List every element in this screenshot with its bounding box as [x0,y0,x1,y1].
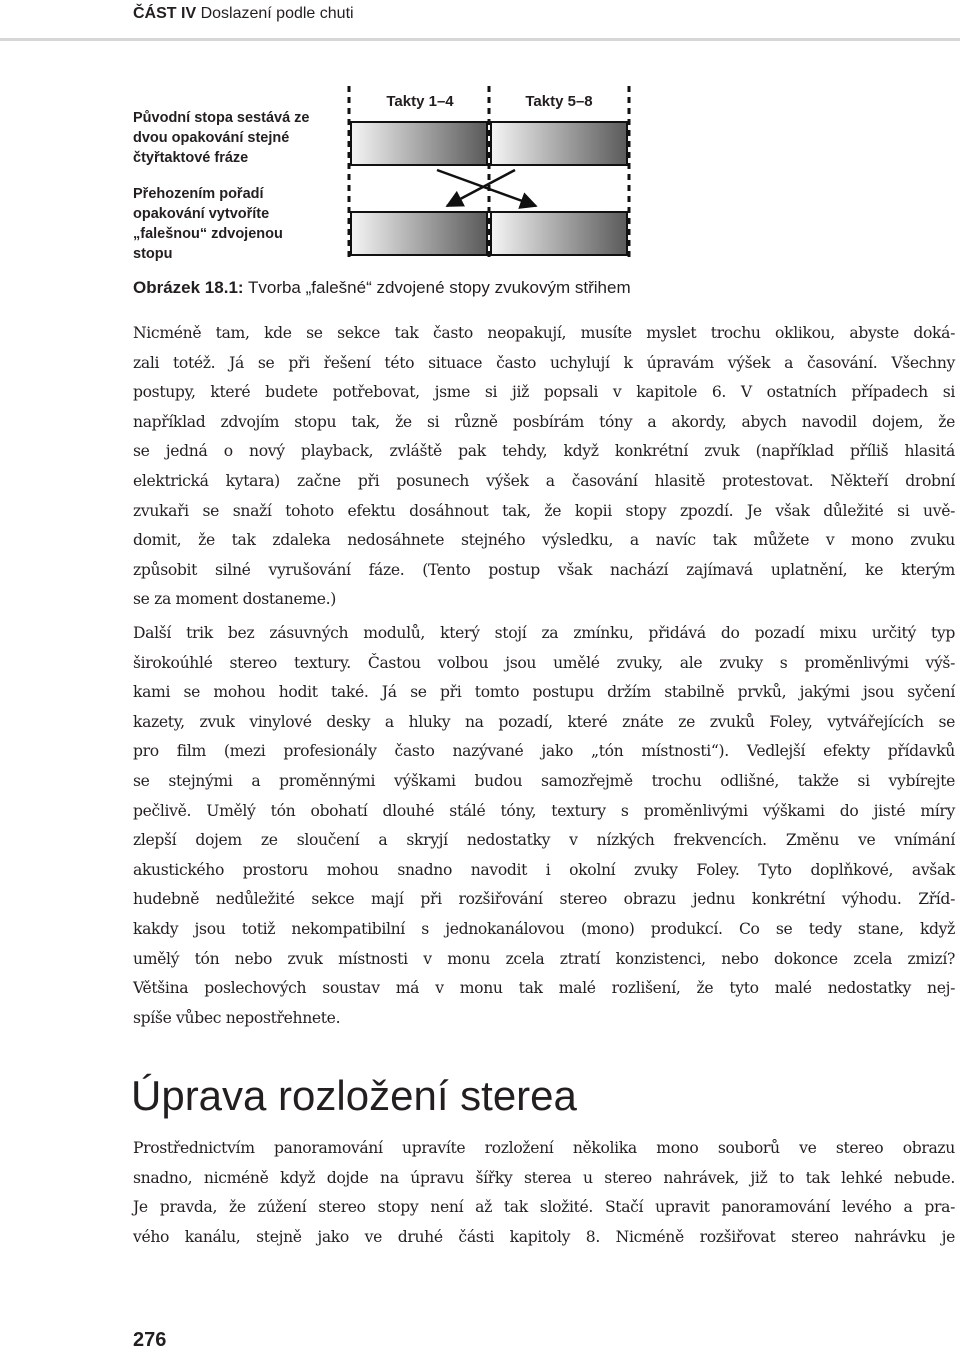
column-label-left: Takty 1–4 [386,93,454,110]
text-line: umělý tón nebo zvuk místnosti v monu zcela ztratí konzistenci, nebo dokonce zcela zmizí? [133,949,955,968]
text-line: se stejnými a proměnnými výškami budou samozřejmě trochu odlišné, takže si vybírejte [133,771,955,790]
text-line: zvukaři se snaží tohoto efektu dosáhnout tak, že kopii stopy zpozdí. Je však důležité si uvě- [133,501,955,520]
figure-label-line: čtyřtaktové fráze [133,150,249,166]
text-line: domit, že tak zdaleka nedosáhnete stejného výsledku, a navíc tak můžete v mono zvuku [133,531,955,550]
figure-label-line: Přehozením pořadí [133,186,264,202]
text-line: snadno, nicméně když dojde na úpravu šířky sterea u stereo nahrávek, již to tak lehké nebude. [133,1168,955,1187]
text-line: zlepší dojem ze sloučení a skryjí nedostatky v nízkých frekvencích. Změnu ve vnímání [133,831,955,850]
caption-text: Tvorba „falešné“ zdvojené stopy zvukovým střihem [243,278,631,297]
paragraph-2 [133,619,955,1033]
text-line: se za moment dostaneme.) [133,590,336,609]
text-line: širokoúhlé stereo textury. Častou volbou jsou umělé zvuky, ale zvuky s proměnlivými výš- [133,653,955,672]
text-line: například zdvojím stopu tak, že si různě posbírám tóny a akordy, abych navodil dojem, že [133,412,955,431]
text-line: kazety, zvuk vinylové desky a hluky na pozadí, které znáte ze zvuků Foley, vytvářejících se [133,712,955,731]
text-line: způsobit silné vyrušování fáze. (Tento postup však nachází zajímavá uplatnění, ke kterým [133,560,955,579]
paragraph-3 [133,1134,955,1252]
running-header [133,4,354,24]
paragraph-1 [133,319,955,615]
text-line: akustického prostoru mohou snadno navodit i okolní zvuky Foley. Tyto doplňkové, avšak [133,860,955,879]
section-heading: Úprava rozložení sterea [131,1072,577,1119]
figure-label-line: Původní stopa sestává ze [133,110,310,126]
column-label-right: Takty 5–8 [525,93,593,110]
track-swap-diagram [340,82,640,267]
swapped-block-right [491,212,627,255]
text-line: Je pravda, že zúžení stereo stopy není až tak složité. Stačí upravit panoramování levého a pra- [133,1198,955,1217]
figure-label-line: „falešnou“ zdvojenou [133,226,283,242]
figure-label-line: stopu [133,246,173,262]
text-line: Většina poslechových soustav má v monu tak malé rozlišení, že tyto malé nedostatky nej- [133,979,955,998]
swapped-block-left [351,212,487,255]
swap-arrows [437,170,536,206]
text-line: elektrická kytara) začne při posunech výšek a časování hlasitě protestovat. Někteří drobní [133,471,955,490]
text-line: Nicméně tam, kde se sekce tak často neopakují, musíte myslet trochu oklikou, abyste doká- [133,324,955,342]
text-line: Další trik bez zásuvných modulů, který stojí za zmínku, přidává do pozadí mixu určitý typ [133,624,955,642]
header-rule [0,38,960,41]
text-line: spíše vůbec nepostřehnete. [133,1008,341,1027]
track-block-bars-1-4 [351,122,487,165]
text-line: pečlivě. Umělý tón obohatí dlouhé stálé tóny, textury s proměnlivými výškami do jisté míry [133,801,955,820]
text-line: Prostřednictvím panoramování upravíte rozložení několika mono souborů ve stereo obrazu [133,1139,955,1157]
figure-caption [133,277,631,299]
swap-arrow-right [437,170,536,206]
text-line: se jedná o nový playback, zvláště pak tehdy, když konkrétní zvuk (například příliš hlasitá [133,442,955,461]
text-line: hudebně nedůležité sekce mají při rozšiřování stereo obrazu jednu konkrétní výhodu. Zříd- [133,890,955,909]
text-line: vého kanálu, stejně jako ve druhé části kapitoly 8. Nicméně rozšiřovat stereo nahrávku je [133,1227,955,1246]
figure-label-line: opakování vytvoříte [133,206,270,222]
part-label: ČÁST IV [133,5,197,22]
figure-label-swapped [133,184,348,264]
text-line: postupy, které budete potřebovat, jsme si již popsali v kapitole 6. V ostatních případech si [133,383,955,402]
caption-number: Obrázek 18.1: [133,278,244,297]
track-block-bars-5-8 [491,122,627,165]
text-line: pro film (mezi profesionály často nazývané jako „tón místnosti“). Vedlejší efekty přídavků [133,742,955,761]
text-line: zali totéž. Já se při řešení této situace často uchylují k úpravám výšek a časování. Všechny [133,353,955,372]
page-number: 276 [133,1329,167,1351]
text-line: kami se mohou hodit také. Já se při tomto postupu držím stabilně prvků, jakými jsou syčení [133,683,955,702]
text-line: kakdy jsou totiž nekompatibilní s jednokanálovou (mono) produkcí. Co se tedy stane, když [133,919,955,938]
figure-label-line: dvou opakování stejné [133,130,290,146]
figure-label-original [133,108,348,168]
chapter-title: Doslazení podle chuti [200,5,354,22]
swap-arrow-left [447,170,515,206]
